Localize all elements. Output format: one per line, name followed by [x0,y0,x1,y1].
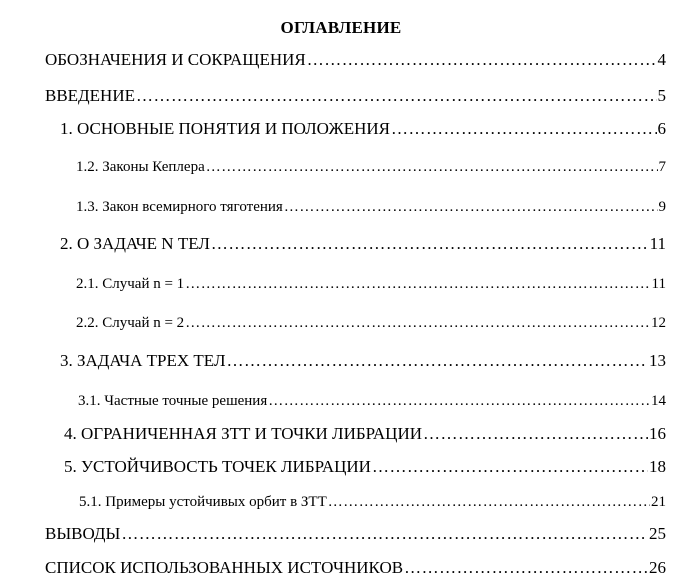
toc-entry-label: 5.1. Примеры устойчивых орбит в ЗТТ [79,494,327,510]
toc-entry-page: 9 [658,199,666,215]
toc-entry-chapter-3 [60,350,666,372]
toc-dot-leader [391,118,657,140]
toc-entry-section-3-1 [78,390,666,412]
toc-entry-section-2-1 [76,273,666,295]
toc-entry-page: 6 [657,119,666,138]
toc-entry-label: ОБОЗНАЧЕНИЯ И СОКРАЩЕНИЯ [45,50,306,69]
toc-entry-conclusions [45,523,666,545]
toc-dot-leader [136,85,657,107]
toc-entry-label: СПИСОК ИСПОЛЬЗОВАННЫХ ИСТОЧНИКОВ [45,558,404,577]
toc-entry-page: 4 [657,50,666,69]
toc-entry-page: 5 [657,86,666,105]
toc-entry-chapter-2 [60,233,666,255]
toc-entry-label: 1. ОСНОВНЫЕ ПОНЯТИЯ И ПОЛОЖЕНИЯ [60,119,390,138]
toc-entry-label: 2. О ЗАДАЧЕ N ТЕЛ [60,234,210,253]
toc-title: ОГЛАВЛЕНИЕ [280,18,402,37]
toc-dot-leader [328,491,650,513]
toc-dot-leader [185,273,650,295]
toc-entry-page: 26 [649,558,666,577]
toc-entry-label: 4. ОГРАНИЧЕННАЯ ЗТТ И ТОЧКИ ЛИБРАЦИИ [64,424,423,443]
toc-entry-page: 18 [649,457,666,476]
toc-entry-page: 25 [649,524,666,543]
toc-entry-section-1-3 [76,196,666,218]
toc-entry-label: 2.2. Случай n = 2 [76,315,185,331]
toc-entry-page: 11 [649,234,666,253]
toc-entry-page: 11 [651,276,666,292]
toc-entry-label: 2.1. Случай n = 1 [76,276,185,292]
toc-entry-chapter-5 [64,456,666,478]
toc-entry-chapter-4 [64,423,666,445]
toc-entry-label: 5. УСТОЙЧИВОСТЬ ТОЧЕК ЛИБРАЦИИ [64,457,371,476]
toc-dot-leader [404,557,648,579]
toc-dot-leader [284,196,658,218]
toc-entry-page: 12 [651,315,666,331]
toc-entry-label: 1.3. Закон всемирного тяготения [76,199,283,215]
toc-entry-page: 16 [649,424,666,443]
toc-entry-label: 1.2. Законы Кеплера [76,159,205,175]
toc-entry-page: 13 [649,351,666,370]
toc-entry-page: 14 [651,393,666,409]
toc-dot-leader [372,456,648,478]
toc-dot-leader [185,312,650,334]
toc-entry-page: 21 [651,494,666,510]
toc-entry-section-5-1 [79,491,666,513]
toc-dot-leader [423,423,648,445]
toc-entry-page: 7 [658,159,666,175]
toc-entry-label: 3.1. Частные точные решения [78,393,268,409]
toc-entry-abbreviations [45,49,666,71]
toc-entry-label: ВЫВОДЫ [45,524,121,543]
toc-dot-leader [307,49,657,71]
toc-entry-label: 3. ЗАДАЧА ТРЕХ ТЕЛ [60,351,226,370]
toc-dot-leader [121,523,648,545]
toc-entry-chapter-1 [60,118,666,140]
toc-entry-section-2-2 [76,312,666,334]
toc-dot-leader [206,156,658,178]
toc-dot-leader [211,233,649,255]
toc-entry-introduction [45,85,666,107]
toc-dot-leader [226,350,648,372]
toc-dot-leader [268,390,650,412]
toc-entry-references [45,557,666,579]
toc-entry-label: ВВЕДЕНИЕ [45,86,135,105]
toc-entry-section-1-2 [76,156,666,178]
